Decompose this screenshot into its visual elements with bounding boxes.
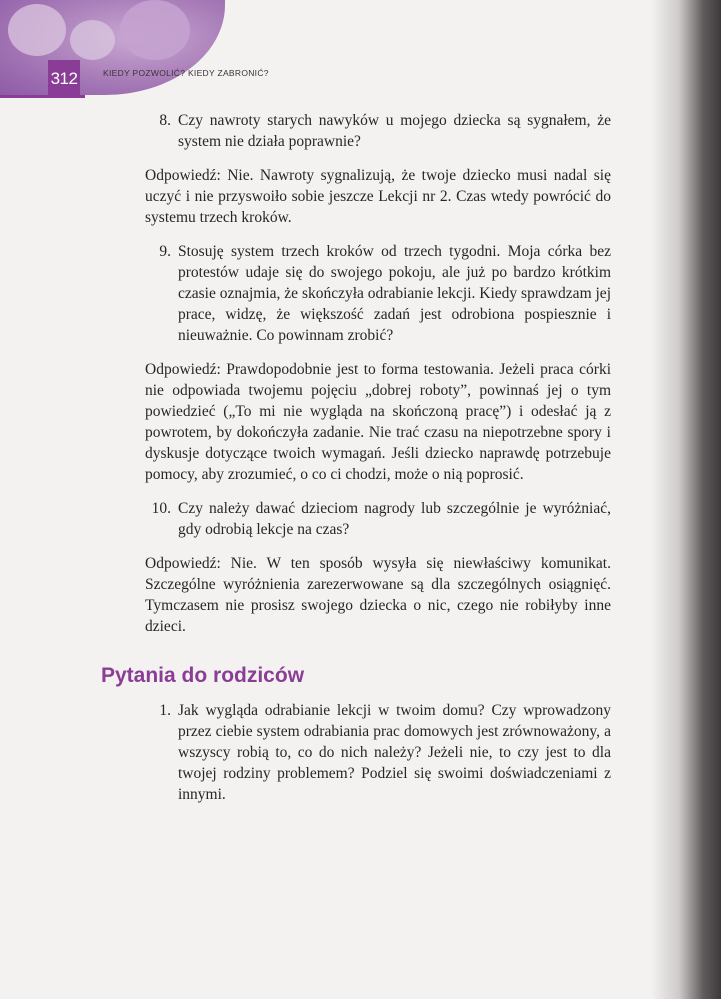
parent-question-item	[101, 700, 611, 805]
question-number: 10.	[151, 500, 171, 517]
photo-shape	[70, 20, 115, 60]
answer-paragraph: Odpowiedź: Nie. Nawroty sygnalizują, że twoje dziecko musi nadal się uczyć i nie przyswoiło sobie jeszcze Lekcji nr 2. Czas wtedy powrócić do systemu trzech kroków.	[145, 167, 611, 226]
page-gutter-shadow	[651, 0, 721, 999]
photo-shape	[8, 4, 66, 56]
header-rule	[0, 95, 85, 98]
question-text: Stosuję system trzech kroków od trzech tygodni. Moja córka bez protestów udaje się do swojego pokoju, ale już po bardzo krótkim czasie oznajmia, że skończyła odrabianie lekcji. Kiedy sprawdzam jej prace, widzę, że większość zadań jest odrobiona pospiesznie i nieuważnie. Co powinnam zrobić?	[178, 243, 611, 344]
header-photo	[0, 0, 225, 95]
page-content	[101, 110, 611, 818]
question-item-10	[101, 498, 611, 540]
section-heading: Pytania do rodziców	[101, 664, 305, 687]
photo-shape	[120, 0, 190, 60]
answer-paragraph: Odpowiedź: Nie. W ten sposób wysyła się niewłaściwy komunikat. Szczególne wyróżnienia zarezerwowane są dla szczególnych osiągnięć. Tymczasem nie prosisz swojego dziecka o nic, czego nie robiłyby inne dzieci.	[145, 555, 611, 635]
running-title: KIEDY POZWOLIĆ? KIEDY ZABRONIĆ?	[103, 68, 269, 78]
question-number: 8.	[159, 112, 171, 129]
question-item-9	[101, 241, 611, 346]
question-number: 1.	[159, 702, 171, 719]
question-text: Jak wygląda odrabianie lekcji w twoim domu? Czy wprowadzony przez ciebie system odrabiania prac domowych jest zrównoważony, a wszyscy robią to, co do nich należy? Jeżeli nie, to czy jest to dla twojej rodziny problemem? Podziel się swoimi doświadczeniami z innymi.	[178, 702, 611, 803]
question-item-8	[101, 110, 611, 152]
answer-paragraph: Odpowiedź: Prawdopodobnie jest to forma testowania. Jeżeli praca córki nie odpowiada twojemu pojęciu „dobrej roboty”, powinnaś jej o tym powiedzieć („To mi nie wygląda na skończoną pracę”) i odesłać ją z powrotem, by dokończyła zadanie. Nie trać czasu na niepotrzebne spory i dyskusje dotyczące twoich wymagań. Jeśli dziecko naprawdę potrzebuje pomocy, aby zrozumieć, o co ci chodzi, może o nią poprosić.	[145, 361, 611, 483]
question-number: 9.	[159, 243, 171, 260]
question-text: Czy nawroty starych nawyków u mojego dziecka są sygnałem, że system nie działa poprawnie?	[178, 112, 611, 150]
page-number: 312	[48, 60, 80, 97]
question-text: Czy należy dawać dzieciom nagrody lub szczególnie je wyróżniać, gdy odrobią lekcje na czas?	[178, 500, 611, 538]
